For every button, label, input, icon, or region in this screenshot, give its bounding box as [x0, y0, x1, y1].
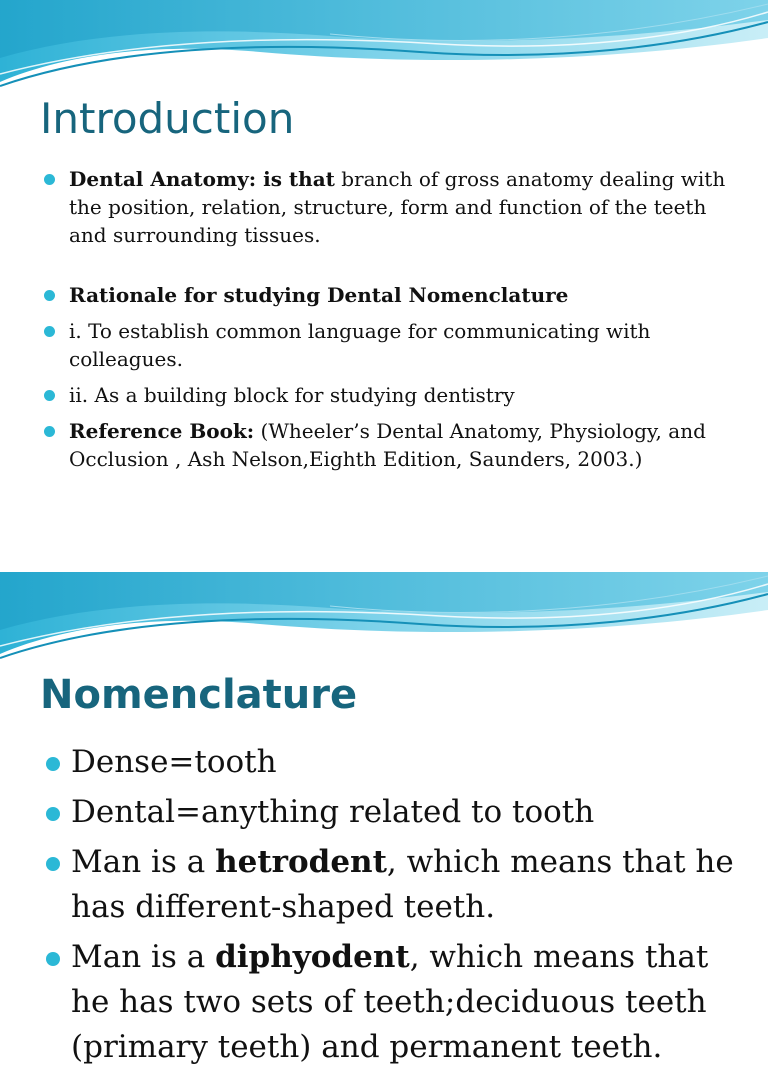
- list-item: [44, 317, 738, 373]
- bullet-text: Dental=anything related to tooth: [71, 794, 595, 830]
- bullet-text-end: , which means that he has different-shaped teeth.: [71, 844, 734, 925]
- bullet-dot-icon: [46, 757, 60, 771]
- list-item: [44, 417, 738, 473]
- list-item: [44, 381, 738, 409]
- bullet-text-end: , which means that he has two sets of teeth;deciduous teeth (primary teeth) and permanent teeth.: [71, 939, 709, 1065]
- bullet-bold-text: Rationale for studying Dental Nomenclature: [69, 283, 569, 307]
- bullet-bold-term: hetrodent: [215, 844, 387, 880]
- list-item: [44, 165, 738, 249]
- list-item: [46, 840, 738, 930]
- bullet-text: ii. As a building block for studying dentistry: [69, 383, 515, 407]
- list-item: [44, 281, 738, 309]
- bullet-text: Dense=tooth: [71, 744, 277, 780]
- bullet-bold-text: Reference Book:: [69, 419, 255, 443]
- bullet-list: [46, 740, 738, 1075]
- list-item: [46, 790, 738, 835]
- list-item: [46, 740, 738, 785]
- bullet-dot-icon: [44, 290, 55, 301]
- bullet-text: i. To establish common language for communicating with colleagues.: [69, 319, 651, 371]
- bullet-text: branch of gross anatomy dealing with the position, relation, structure, form and function of the teeth and surrounding tissues.: [69, 167, 726, 247]
- bullet-list: [44, 165, 738, 481]
- bullet-bold-term: diphyodent: [215, 939, 410, 975]
- wave-banner: [0, 572, 768, 664]
- bullet-text: Man is a: [71, 844, 216, 880]
- bullet-text: (Wheeler’s Dental Anatomy, Physiology, and Occlusion , Ash Nelson,Eighth Edition, Saunders, 2003.): [69, 419, 706, 471]
- slide-title: Nomenclature: [40, 672, 358, 718]
- slide-nomenclature: [0, 572, 768, 1065]
- bullet-dot-icon: [46, 807, 60, 821]
- wave-banner: [0, 0, 768, 92]
- bullet-dot-icon: [44, 426, 55, 437]
- bullet-dot-icon: [44, 390, 55, 401]
- list-item: [46, 935, 738, 1070]
- bullet-bold-text: Dental Anatomy: is that: [69, 167, 335, 191]
- bullet-dot-icon: [46, 952, 60, 966]
- slide-title: Introduction: [40, 94, 295, 143]
- bullet-text: Man is a: [71, 939, 216, 975]
- bullet-dot-icon: [46, 857, 60, 871]
- bullet-dot-icon: [44, 174, 55, 185]
- bullet-dot-icon: [44, 326, 55, 337]
